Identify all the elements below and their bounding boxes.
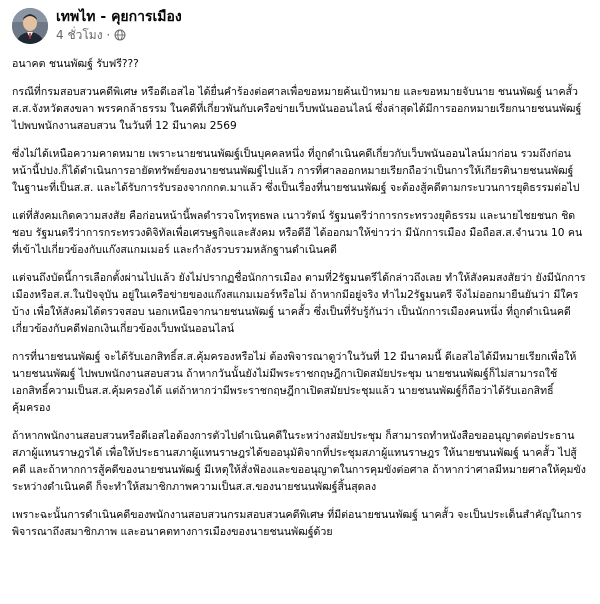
post-paragraph-headline: อนาคต ชนนพัฒฐ์ รับฟรี??? <box>12 58 139 70</box>
globe-icon <box>114 29 126 41</box>
post-paragraph: เพราะฉะนั้นการดำเนินคดีของพนักงานสอบสวนกรมสอบสวนคดีพิเศษ ที่มีต่อนายชนนพัฒฐ์ นาคสั้ว จะเป็นประเด็นสำคัญในการพิจารณาถึงสมาชิกภาพ และอนาคตทางการเมืองของนายชนนพัฒฐ์ด้วย <box>12 509 582 538</box>
post-paragraph: การที่นายชนนพัฒฐ์ จะได้รับเอกสิทธิ์ส.ส.คุ้มครองหรือไม่ ต้องพิจารณาดูว่าในวันที่ 12 มีนาคมนี้ ดีเอสไอได้มีหมายเรียกเพื่อให้นายชนนพัฒฐ์ ไปพบพนักงานสอบสวน ถ้าหากวันนั้นยังไม่มีพระราชกฤษฎีกาเปิดสมัยประชุม นายชนนพัฒฐ์ก็ไม่สามารถใช้เอกสิทธิ์ความเป็นส.ส.คุ้มครองได้ แต่ถ้าหากว่ามีพระราชกฤษฎีกาเปิดสมัยประชุมแล้ว นายชนนพัฒฐ์ก็ถือว่าได้รับเอกสิทธิ์คุ้มครอง <box>12 351 577 414</box>
post-subline <box>56 28 182 42</box>
author-name[interactable]: เทพไท - คุยการเมือง <box>56 9 182 26</box>
post-paragraph: ซึ่งไม่ได้เหนือความคาดหมาย เพราะนายชนนพัฒฐ์เป็นบุคคลหนึ่ง ที่ถูกดำเนินคดีเกี่ยวกับเว็บพนันออนไลน์มาก่อน รวมถึงก่อนหน้านี้ปปง.ก็ได้ดำเนินการอายัดทรัพย์ของนายชนนพัฒฐ์ไปแล้ว การที่ศาลออกหมายเรียกถือว่าเป็นการให้เกียรตินายชนนพัฒฐ์ ในฐานะที่เป็นส.ส. และได้รับการรับรองจากกกต.มาแล้ว ซึ่งเป็นเรื่องที่นายชนนพัฒฐ์ จะต้องสู้คดีตามกระบวนการยุติธรรมต่อไป <box>12 148 580 194</box>
post-paragraph: ถ้าหากพนักงานสอบสวนหรือดีเอสไอต้องการตัวไปดำเนินคดีในระหว่างสมัยประชุม ก็สามารถทำหนังสือขออนุญาตต่อประธานสภาผู้แทนราษฎรได้ เพื่อให้ประธานสภาผู้แทนราษฎรได้ขออนุมัติจากที่ประชุมสภาผู้แทนราษฎร ให้นายชนนพัฒฐ์ นาคสั้ว ไปสู้คดี และถ้าหากการสู้คดีของนายชนนพัฒฐ์ มีเหตุให้สั่งฟ้องและขออนุญาตในการคุมขังต่อศาล ถ้าหากว่าศาลมีหมายศาลให้คุมขังระหว่างดำเนินคดี ก็จะทำให้สมาชิกภาพความเป็นส.ส.ของนายชนนพัฒฐ์สิ้นสุดลง <box>12 430 586 493</box>
post-paragraph: แต่จนถึงบัดนี้การเลือกตั้งผ่านไปแล้ว ยังไม่ปรากฏชื่อนักการเมือง ตามที่2รัฐมนตรีได้กล่าวถึงเลย ทำให้สังคมสงสัยว่า ยังมีนักการเมืองหรือส.ส.ในปัจจุบัน อยู่ในเครือข่ายของแก๊งสแกมเมอร์หรือไม่ ถ้าหากมีอยู่จริง ทำไม2รัฐมนตรี จึงไม่ออกมายืนยันว่า มีใครบ้าง เพื่อให้สังคมได้ตรวจสอบ นอกเหนือจากนายชนนพัฒฐ์ นาคสั้ว ซึ่งเป็นที่รับรู้กันว่า เป็นนักการเมืองคนหนึ่ง ที่ถูกดำเนินคดีเกี่ยวข้องกับคดีฟอกเงินเกี่ยวข้องเว็บพนันออนไลน์ <box>12 272 586 335</box>
post-meta <box>56 9 182 42</box>
separator-dot: · <box>106 28 111 43</box>
author-avatar[interactable] <box>12 8 48 44</box>
post-paragraph: แต่ที่สังคมเกิดความสงสัย คือก่อนหน้านี้พลตำรวจโทรุทธพล เนาวรัตน์ รัฐมนตรีว่าการกระทรวงยุติธรรม และนายไชยชนก ชิดชอบ รัฐมนตรีว่าการกระทรวงดิจิทัลเพื่อเศรษฐกิจและสังคม หรือดีอี ได้ออกมาให้ข่าวว่า มีนักการเมือง มือถือส.ส.จำนวน 10 คน ที่เข้าไปเกี่ยวข้องกับแก๊งสแกมเมอร์ และกำลังรวบรวมหลักฐานดำเนินคดี <box>12 210 583 256</box>
post-header <box>12 8 588 44</box>
post-paragraph: กรณีที่กรมสอบสวนคดีพิเศษ หรือดีเอสไอ ได้ยื่นคำร้องต่อศาลเพื่อขอหมายค้นเป้าหมาย และขอหมายจับนาย ชนนพัฒฐ์ นาคสั้ว ส.ส.จังหวัดสงขลา พรรคกล้าธรรม ในคดีที่เกี่ยวพันกับเครือข่ายเว็บพนันออนไลน์ ซึ่งล่าสุดได้มีการออกหมายเรียกนายชนนพัฒฐ์ ไปพบพนักงานสอบสวน ในวันที่ 12 มีนาคม 2569 <box>12 86 582 132</box>
post-body <box>12 56 588 541</box>
post-timestamp[interactable]: 4 ชั่วโมง <box>56 28 103 43</box>
person-portrait-icon <box>12 8 48 44</box>
